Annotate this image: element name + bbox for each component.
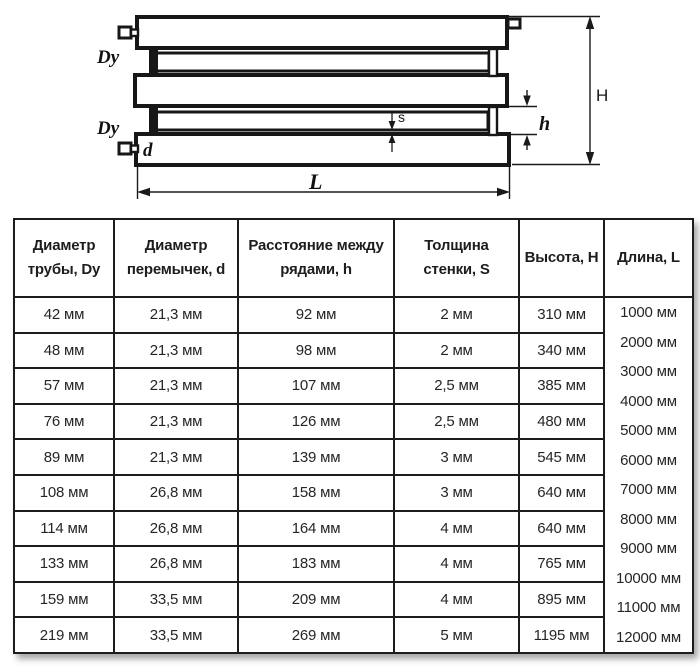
pipe-row-3: [135, 75, 507, 106]
pipe-row-1: [137, 17, 507, 48]
table-cell: 133 мм: [14, 546, 114, 582]
table-cell: 4 мм: [394, 511, 519, 547]
pipe-register-diagram: [0, 0, 700, 214]
table-cell: 26,8 мм: [114, 475, 238, 511]
label-dy-bottom: Dy: [97, 118, 120, 139]
pipe-row-2: [156, 53, 489, 71]
table-cell: 114 мм: [14, 511, 114, 547]
table-cell: 33,5 мм: [114, 582, 238, 618]
table-cell: 48 мм: [14, 333, 114, 369]
label-length-L: L: [309, 169, 323, 194]
table-cell: 2,5 мм: [394, 404, 519, 440]
table-cell: 139 мм: [238, 439, 394, 475]
length-column-cell: [604, 297, 693, 653]
table-row: [14, 546, 693, 582]
label-dy-top: Dy: [97, 47, 120, 68]
table-row: [14, 368, 693, 404]
header-wall-thickness: Толщина стенки, S: [394, 219, 519, 297]
header-length: Длина, L: [604, 219, 693, 297]
table-cell: 21,3 мм: [114, 439, 238, 475]
table-cell: 340 мм: [519, 333, 604, 369]
length-value: 7000 мм: [620, 481, 677, 498]
table-cell: 4 мм: [394, 546, 519, 582]
table-cell: 4 мм: [394, 582, 519, 618]
length-value: 6000 мм: [620, 451, 677, 469]
stub-bottom-left: [119, 143, 138, 154]
table-cell: 219 мм: [14, 617, 114, 653]
table-cell: 5 мм: [394, 617, 519, 653]
table-cell: 21,3 мм: [114, 333, 238, 369]
header-height: Высота, H: [519, 219, 604, 297]
table-cell: 183 мм: [238, 546, 394, 582]
jumper-left-bottom: [149, 106, 158, 135]
dimension-H: [509, 16, 600, 165]
table-cell: 26,8 мм: [114, 546, 238, 582]
table-cell: 385 мм: [519, 368, 604, 404]
length-value: 3000 мм: [620, 363, 677, 380]
table-cell: 158 мм: [238, 475, 394, 511]
header-pipe-diameter: Диаметр трубы, Dy: [14, 219, 114, 297]
table-cell: 269 мм: [238, 617, 394, 653]
table-cell: 33,5 мм: [114, 617, 238, 653]
table-cell: 21,3 мм: [114, 368, 238, 404]
stub-top-left: [119, 27, 138, 38]
table-row: [14, 475, 693, 511]
table-cell: 92 мм: [238, 297, 394, 333]
table-cell: 310 мм: [519, 297, 604, 333]
length-value: 4000 мм: [620, 392, 677, 410]
table-cell: 1195 мм: [519, 617, 604, 653]
table-cell: 545 мм: [519, 439, 604, 475]
table-cell: 2 мм: [394, 297, 519, 333]
spec-table-body: [14, 297, 693, 653]
table-cell: 98 мм: [238, 333, 394, 369]
length-value: 5000 мм: [620, 422, 677, 439]
pipe-register-drawing: [119, 17, 520, 165]
length-value: 2000 мм: [620, 333, 677, 351]
label-height-H: H: [596, 86, 609, 105]
table-cell: 3 мм: [394, 439, 519, 475]
table-cell: 2 мм: [394, 333, 519, 369]
table-cell: 765 мм: [519, 546, 604, 582]
table-row: [14, 582, 693, 618]
length-value: 1000 мм: [620, 304, 677, 321]
jumper-left-top: [149, 48, 158, 77]
spec-table: [13, 218, 694, 654]
table-cell: 89 мм: [14, 439, 114, 475]
table-cell: 159 мм: [14, 582, 114, 618]
table-cell: 480 мм: [519, 404, 604, 440]
table-cell: 57 мм: [14, 368, 114, 404]
pipe-row-5: [136, 134, 509, 165]
spec-table-header: [14, 219, 693, 297]
length-value: 10000 мм: [616, 569, 681, 587]
table-cell: 895 мм: [519, 582, 604, 618]
stub-top-right: [508, 19, 520, 28]
table-row: [14, 297, 693, 333]
table-cell: 126 мм: [238, 404, 394, 440]
length-value: 9000 мм: [620, 540, 677, 557]
table-cell: 2,5 мм: [394, 368, 519, 404]
table-cell: 21,3 мм: [114, 297, 238, 333]
table-row: [14, 617, 693, 653]
jumper-right-top: [489, 49, 497, 76]
length-value: 11000 мм: [616, 599, 681, 616]
table-cell: 3 мм: [394, 475, 519, 511]
table-cell: 42 мм: [14, 297, 114, 333]
length-value: 8000 мм: [620, 510, 677, 528]
dimension-L: [137, 167, 510, 199]
table-row: [14, 404, 693, 440]
table-cell: 21,3 мм: [114, 404, 238, 440]
table-row: [14, 511, 693, 547]
length-value: 12000 мм: [616, 628, 681, 646]
table-cell: 640 мм: [519, 511, 604, 547]
label-d: d: [143, 140, 153, 161]
header-jumper-diameter: Диаметр перемычек, d: [114, 219, 238, 297]
table-cell: 107 мм: [238, 368, 394, 404]
table-cell: 26,8 мм: [114, 511, 238, 547]
pipe-row-4: [156, 112, 488, 130]
table-cell: 640 мм: [519, 475, 604, 511]
header-row-spacing: Расстояние между рядами, h: [238, 219, 394, 297]
header-row: [14, 219, 693, 297]
jumper-right-bottom: [489, 107, 497, 135]
table-cell: 76 мм: [14, 404, 114, 440]
label-wall-s: s: [398, 109, 405, 125]
table-row: [14, 439, 693, 475]
label-row-spacing-h: h: [539, 113, 551, 135]
table-cell: 164 мм: [238, 511, 394, 547]
table-row: [14, 333, 693, 369]
table-cell: 108 мм: [14, 475, 114, 511]
table-cell: 209 мм: [238, 582, 394, 618]
